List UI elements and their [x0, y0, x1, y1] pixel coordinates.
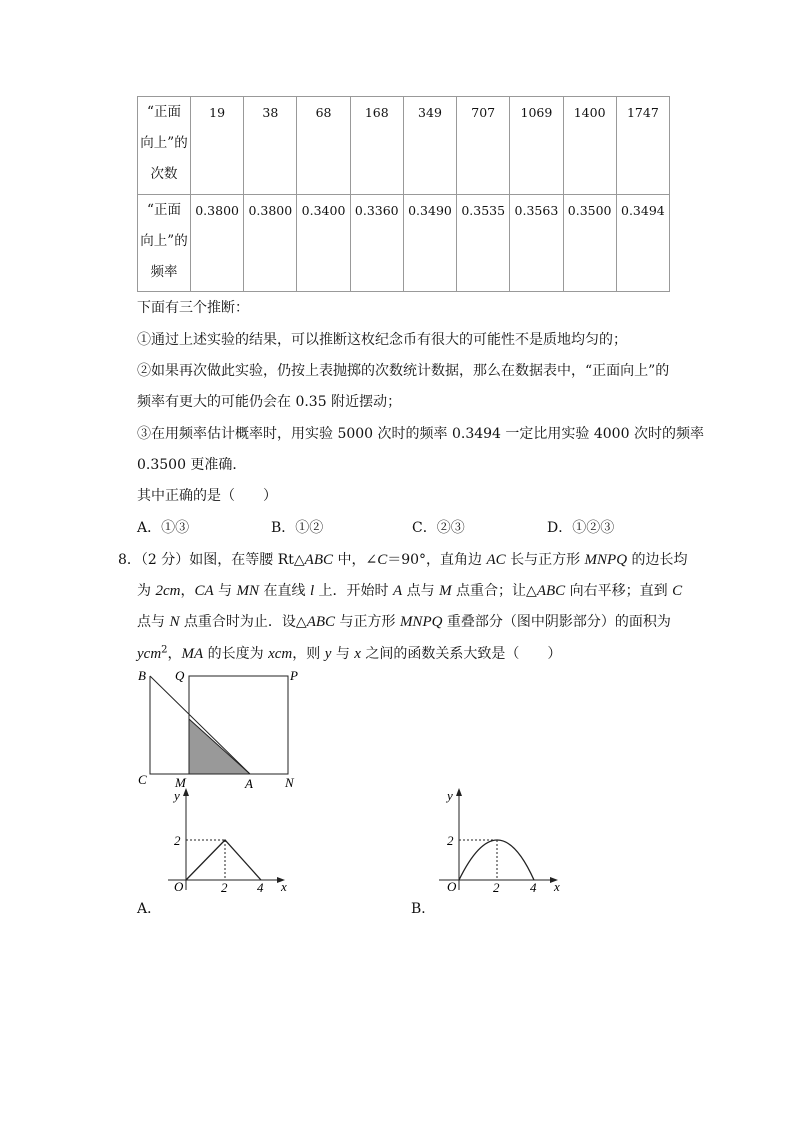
text: ，: [180, 583, 195, 599]
function-curve: [186, 840, 261, 880]
math: C: [672, 583, 683, 599]
text: 点与: [137, 614, 170, 630]
text: ＝90°，直角边: [387, 552, 487, 568]
tick-label: 4: [257, 880, 264, 895]
table-cell: 0.3500: [563, 194, 616, 292]
table-cell: 0.3535: [457, 194, 510, 292]
y-axis-arrow-icon: [183, 788, 189, 796]
q7-option-b[interactable]: B．①②: [271, 520, 324, 536]
math: MNPQ: [584, 552, 628, 568]
text: 长与正方形: [505, 552, 585, 568]
table-cell: 19: [191, 97, 244, 195]
header-line: 频率: [150, 263, 178, 280]
text: 为: [137, 583, 156, 599]
tick-label: 4: [530, 880, 537, 895]
q7-statement-3-cont: 0.3500 更准确．: [137, 457, 247, 473]
origin-label: O: [447, 879, 457, 894]
shaded-overlap: [189, 719, 250, 774]
graph-option-b[interactable]: [433, 785, 573, 895]
tick-label: 2: [493, 880, 500, 895]
q7-statement-2: ②如果再次做此实验，仍按上表抛掷的次数统计数据，那么在数据表中，“正面向上”的: [137, 363, 670, 379]
table-row-frequency: [138, 194, 670, 292]
math: MNPQ: [399, 614, 443, 630]
math: x: [354, 646, 361, 662]
header-line: 次数: [150, 166, 178, 182]
math: CA: [194, 583, 214, 599]
q8-line-1: [118, 549, 688, 569]
table-cell: 1069: [510, 97, 563, 195]
q7-option-d[interactable]: D．①②③: [547, 520, 615, 536]
triangle-square-figure: [130, 664, 310, 794]
q8-line-3: [137, 611, 671, 631]
text: ，则: [292, 646, 325, 662]
table-cell: 38: [244, 97, 297, 195]
graph-option-a[interactable]: [160, 785, 300, 895]
q7-statement-1: ①通过上述实验的结果，可以推断这枚纪念币有很大的可能性不是质地均匀的；: [137, 332, 627, 348]
math: l: [309, 583, 315, 599]
graph-a-label[interactable]: A．: [137, 901, 162, 917]
q8-line-4: [137, 643, 561, 663]
text: 点重合；让△: [451, 583, 537, 599]
q7-statement-3: ③在用频率估计概率时，用实验 5000 次时的频率 0.3494 一定比用实验 4000 次时的频率: [137, 426, 704, 442]
q7-option-c[interactable]: C．②③: [412, 520, 465, 536]
table-cell: 0.3360: [350, 194, 403, 292]
y-axis-arrow-icon: [456, 788, 462, 796]
text: 向右平移；直到: [565, 583, 673, 599]
frequency-table: [137, 96, 670, 292]
math: C: [377, 552, 388, 568]
label-a: A: [245, 776, 253, 791]
text: 中，∠: [333, 552, 378, 568]
q7-statement-2-cont: 频率有更大的可能仍会在 0.35 附近摆动；: [137, 394, 402, 410]
text: 在直线: [259, 583, 310, 599]
origin-label: O: [174, 879, 184, 894]
graph-b-label[interactable]: B．: [411, 901, 436, 917]
text: 与: [331, 646, 355, 662]
table-cell: 0.3490: [403, 194, 456, 292]
math: N: [169, 614, 180, 630]
math: 2cm: [155, 583, 181, 599]
math: ycm: [137, 646, 162, 662]
text: 的边长均: [627, 552, 688, 568]
table-cell: 68: [297, 97, 350, 195]
text: 点重合时为止．设△: [179, 614, 307, 630]
tick-label: 2: [174, 833, 181, 848]
text: ，: [167, 646, 182, 662]
math: MA: [181, 646, 204, 662]
math: ABC: [304, 552, 333, 568]
math: y: [324, 646, 332, 662]
table-cell: 0.3400: [297, 194, 350, 292]
table-cell: 1747: [616, 97, 669, 195]
math: MN: [236, 583, 260, 599]
q8-line-2: [137, 580, 682, 600]
q7-prompt: 其中正确的是（ ）: [137, 488, 277, 504]
math: ABC: [536, 583, 566, 599]
text: 上．开始时: [314, 583, 394, 599]
label-n: N: [285, 775, 294, 790]
table-cell: 0.3494: [616, 194, 669, 292]
math: xcm: [268, 646, 293, 662]
header-line: “正面: [147, 104, 181, 120]
text: 8．（2 分）如图，在等腰 Rt△: [118, 552, 305, 568]
table-cell: 1400: [563, 97, 616, 195]
math: AC: [486, 552, 506, 568]
q7-option-a[interactable]: A．①③: [137, 520, 190, 536]
header-line: 向上”的: [140, 232, 188, 249]
y-label: y: [174, 788, 180, 803]
header-line: “正面: [147, 201, 181, 218]
row-header-counts: [138, 97, 191, 195]
table-cell: 0.3563: [510, 194, 563, 292]
table-row-counts: [138, 97, 670, 195]
table-cell: 707: [457, 97, 510, 195]
y-label: y: [447, 788, 453, 803]
text: 的长度为: [203, 646, 269, 662]
math: M: [439, 583, 452, 599]
superscript: 2: [161, 644, 168, 656]
text: 与正方形: [335, 614, 400, 630]
math: A: [393, 583, 403, 599]
table-cell: 0.3800: [191, 194, 244, 292]
text: 点与: [402, 583, 440, 599]
label-p: P: [290, 668, 298, 683]
header-line: 向上”的: [140, 135, 188, 151]
text: 重叠部分（图中阴影部分）的面积为: [442, 614, 671, 630]
table-cell: 349: [403, 97, 456, 195]
text: 与: [213, 583, 237, 599]
math: ABC: [306, 614, 336, 630]
text: 之间的函数关系大致是（ ）: [360, 646, 562, 662]
label-b: B: [138, 668, 146, 683]
x-label: x: [554, 879, 560, 894]
label-c: C: [138, 772, 147, 787]
row-header-frequency: [138, 194, 191, 292]
q7-intro: 下面有三个推断：: [137, 300, 249, 316]
tick-label: 2: [447, 833, 454, 848]
x-label: x: [281, 879, 287, 894]
table-cell: 0.3800: [244, 194, 297, 292]
label-q: Q: [175, 668, 185, 683]
tick-label: 2: [221, 880, 228, 895]
label-m: M: [175, 775, 186, 790]
table-cell: 168: [350, 97, 403, 195]
